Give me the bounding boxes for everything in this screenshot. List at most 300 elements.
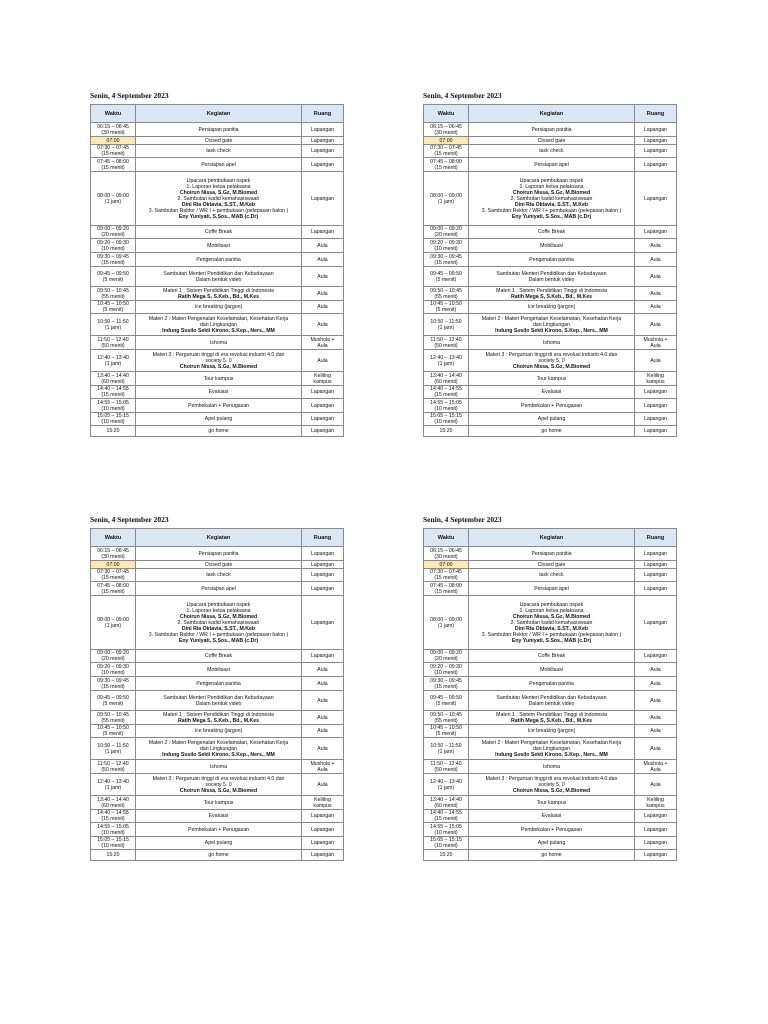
- time-text: 14:40 – 14:55: [430, 810, 462, 816]
- activity-cell: [469, 561, 635, 569]
- room-text: Lapangan: [310, 195, 335, 202]
- agenda-item: 3. Sambutan Rektor / WR I + pembukaan (pelepasan balon ): [481, 631, 622, 638]
- table-row: [424, 336, 677, 350]
- time-cell: [424, 336, 469, 350]
- room-cell: [635, 336, 677, 350]
- agenda-list: [470, 184, 633, 220]
- activity-cell: [469, 810, 635, 823]
- agenda-list: [137, 608, 300, 644]
- time-cell: [424, 413, 469, 426]
- activity-text: Pengenalan panitia: [529, 680, 574, 687]
- time-cell: [424, 123, 469, 137]
- room-cell: [302, 796, 344, 810]
- time-text: 15:20: [106, 428, 120, 434]
- header-waktu: Waktu: [424, 529, 469, 547]
- time-text: (15 menit): [434, 575, 458, 581]
- room-cell: [635, 253, 677, 267]
- time-text: (15 menit): [434, 588, 458, 595]
- speaker-name: Dini Ria Oktavia, S.ST., M.Keb: [181, 201, 256, 208]
- speaker-name: Dini Ria Oktavia, S.ST., M.Keb: [514, 201, 589, 208]
- room-text: Aula: [650, 666, 661, 673]
- time-cell: [424, 837, 469, 850]
- time-text: (10 menit): [434, 245, 458, 252]
- time-text: (1 jam): [104, 360, 122, 367]
- time-cell: [424, 561, 469, 569]
- activity-text: dan Lingkungan: [533, 745, 570, 752]
- room-text: Aula: [317, 745, 328, 752]
- time-text: (50 menit): [434, 342, 458, 349]
- room-cell: [302, 810, 344, 823]
- room-text: Lapangan: [643, 585, 668, 592]
- time-text: (5 menit): [102, 700, 124, 707]
- agenda-item: 2. Sambutan kadid kemahasiswaan: [177, 619, 260, 626]
- activity-text: Ice breaking (jargon): [194, 304, 243, 310]
- table-row: [91, 158, 344, 172]
- time-text: (30 menit): [101, 129, 125, 136]
- activity-cell: [136, 239, 302, 253]
- time-text: 15:05 – 15:15: [97, 413, 129, 419]
- activity-cell: [469, 760, 635, 774]
- schedule-title: Senin, 4 September 2023: [90, 91, 169, 100]
- activity-text: Evaluasi: [541, 813, 562, 819]
- time-text: (15 menit): [434, 392, 458, 398]
- activity-text: Materi 2 : Materi Pengenalan Keselamatan, Kesehatan Kerja: [148, 739, 289, 746]
- activity-cell: [469, 426, 635, 437]
- time-text: (60 menit): [434, 378, 458, 385]
- activity-cell: [136, 301, 302, 314]
- table-row: [424, 569, 677, 582]
- header-ruang: Ruang: [635, 529, 677, 547]
- room-text: Lapangan: [310, 402, 335, 409]
- activity-cell: [136, 561, 302, 569]
- activity-text: Apel pulang: [537, 840, 566, 846]
- time-cell: [91, 569, 136, 582]
- room-text: Keliling: [314, 796, 331, 803]
- time-text: 07:45 – 08:00: [430, 158, 462, 165]
- table-row: [91, 760, 344, 774]
- room-cell: [635, 837, 677, 850]
- table-row: [91, 372, 344, 386]
- room-cell: [635, 145, 677, 158]
- room-text: Lapangan: [310, 653, 335, 659]
- time-text: 09:20 – 09:30: [430, 663, 462, 670]
- room-text: Lapangan: [643, 428, 668, 434]
- room-text: Lapangan: [310, 229, 335, 235]
- time-text: 06:15 – 06:45: [97, 547, 129, 554]
- activity-text: go home: [541, 428, 562, 434]
- agenda-list: [470, 608, 633, 644]
- room-cell: [635, 725, 677, 738]
- activity-cell: [136, 850, 302, 861]
- room-cell: [302, 663, 344, 677]
- room-text: Lapangan: [310, 619, 335, 626]
- time-text: 09:50 – 10:45: [430, 711, 462, 718]
- time-text: (1 jam): [437, 622, 455, 629]
- room-text: Lapangan: [643, 653, 668, 659]
- table-row: [424, 350, 677, 372]
- activity-cell: [469, 145, 635, 158]
- time-text: (55 menit): [101, 293, 125, 300]
- schedule-panel-bottom-right: [423, 515, 676, 861]
- activity-cell: [469, 569, 635, 582]
- room-cell: [635, 137, 677, 145]
- time-text: (15 menit): [101, 164, 125, 171]
- activity-cell: [469, 596, 635, 650]
- speaker-name: Ratih Mega S, S.Keb., Bd., M.Kes: [178, 717, 259, 724]
- activity-text: Tour kampus: [536, 799, 567, 806]
- time-cell: [91, 350, 136, 372]
- speaker-name: Ratih Mega S, S.Keb., Bd., M.Kes: [511, 717, 592, 724]
- room-cell: [635, 691, 677, 711]
- room-cell: [302, 691, 344, 711]
- time-cell: [91, 314, 136, 336]
- table-header-row: [91, 529, 344, 547]
- table-row: [424, 172, 677, 226]
- room-text: Aula: [317, 321, 328, 328]
- activity-cell: [469, 372, 635, 386]
- room-cell: [635, 239, 677, 253]
- room-text: Lapangan: [643, 402, 668, 409]
- activity-text: society 5. 0: [205, 357, 232, 364]
- time-text: (50 menit): [101, 766, 125, 773]
- activity-cell: [136, 158, 302, 172]
- table-row: [424, 413, 677, 426]
- speaker-name: Indung Susilo Sekti Kirono, S.Kep., Ners., MM: [162, 751, 275, 758]
- activity-text: Materi 2 : Materi Pengenalan Keselamatan, Kesehatan Kerja: [481, 315, 622, 322]
- activity-cell: [469, 823, 635, 837]
- table-row: [424, 823, 677, 837]
- table-row: [424, 796, 677, 810]
- speaker-name: Choirun Nissa, S.Gz, M.Biomed: [179, 363, 258, 370]
- time-text: 15:05 – 15:15: [430, 413, 462, 419]
- time-text: 07:45 – 08:00: [97, 582, 129, 589]
- activity-cell: [136, 137, 302, 145]
- room-text: Aula: [317, 256, 328, 263]
- room-text: Lapangan: [310, 852, 335, 858]
- time-text: (1 jam): [104, 748, 122, 755]
- activity-cell: [469, 677, 635, 691]
- activity-text: Materi 1 : Sistem Pendidikan Tinggi di Indonesia: [163, 711, 274, 718]
- room-cell: [635, 372, 677, 386]
- activity-cell: [136, 691, 302, 711]
- time-text: (50 menit): [434, 766, 458, 773]
- room-cell: [302, 582, 344, 596]
- table-row: [424, 145, 677, 158]
- room-cell: [635, 172, 677, 226]
- room-text: Aula: [650, 290, 661, 297]
- activity-cell: [469, 663, 635, 677]
- table-row: [424, 314, 677, 336]
- time-cell: [91, 663, 136, 677]
- time-text: (5 menit): [435, 700, 457, 707]
- activity-text: Upacara pembukaan ospek: [519, 177, 584, 184]
- time-text: 10:50 – 11:50: [430, 318, 462, 325]
- table-row: [424, 837, 677, 850]
- table-row: [91, 123, 344, 137]
- room-cell: [635, 796, 677, 810]
- time-text: 07:00: [106, 137, 120, 144]
- table-row: [424, 677, 677, 691]
- room-text: Mushola +: [643, 336, 668, 343]
- activity-cell: [469, 301, 635, 314]
- room-cell: [302, 569, 344, 582]
- table-row: [91, 561, 344, 569]
- time-text: 07:30 – 07:45: [430, 569, 462, 575]
- activity-cell: [469, 837, 635, 850]
- table-row: [91, 650, 344, 663]
- time-text: 09:30 – 09:45: [97, 253, 129, 260]
- room-text: Aula: [317, 781, 328, 788]
- agenda-item: 3. Sambutan Rektor / WR I + pembukaan (pelepasan balon ): [481, 207, 622, 214]
- time-text: (55 menit): [101, 717, 125, 724]
- time-cell: [424, 547, 469, 561]
- time-text: 11:50 – 12:40: [430, 336, 462, 343]
- activity-cell: [136, 823, 302, 837]
- room-text: Aula: [650, 256, 661, 263]
- time-text: 09:20 – 09:30: [430, 239, 462, 246]
- room-cell: [635, 774, 677, 796]
- time-cell: [91, 823, 136, 837]
- time-text: (5 menit): [102, 731, 124, 737]
- room-cell: [302, 426, 344, 437]
- time-cell: [91, 596, 136, 650]
- time-cell: [424, 314, 469, 336]
- time-text: 09:30 – 09:45: [97, 677, 129, 684]
- room-cell: [635, 823, 677, 837]
- activity-cell: [136, 711, 302, 725]
- time-text: 09:00 – 09:20: [430, 226, 462, 232]
- room-text: Lapangan: [310, 126, 335, 133]
- time-text: 14:55 – 15:05: [97, 399, 129, 406]
- room-cell: [635, 226, 677, 239]
- table-header-row: [424, 105, 677, 123]
- time-text: 08:00 – 09:00: [97, 616, 129, 623]
- activity-text: Ice breaking (jargon): [527, 304, 576, 310]
- time-text: (15 menit): [101, 575, 125, 581]
- activity-cell: [136, 596, 302, 650]
- time-text: (10 menit): [434, 419, 458, 425]
- room-text: Aula: [650, 728, 661, 734]
- time-text: 07:45 – 08:00: [97, 158, 129, 165]
- schedule-table: [423, 528, 677, 861]
- table-row: [91, 386, 344, 399]
- room-text: Keliling: [647, 372, 664, 379]
- header-waktu: Waktu: [91, 105, 136, 123]
- activity-text: Materi 1 : Sistem Pendidikan Tinggi di Indonesia: [163, 287, 274, 294]
- table-row: [424, 426, 677, 437]
- activity-text: Dalam bentuk video: [528, 276, 575, 283]
- table-row: [91, 711, 344, 725]
- room-text: kampus: [313, 378, 332, 385]
- table-row: [91, 314, 344, 336]
- room-cell: [635, 738, 677, 760]
- time-text: 13:40 – 14:40: [430, 372, 462, 379]
- activity-text: Evaluasi: [208, 813, 229, 819]
- time-cell: [91, 287, 136, 301]
- activity-cell: [469, 547, 635, 561]
- table-row: [424, 691, 677, 711]
- table-row: [424, 253, 677, 267]
- room-cell: [635, 158, 677, 172]
- room-cell: [302, 725, 344, 738]
- agenda-item: 2. Sambutan kadid kemahasiswaan: [177, 195, 260, 202]
- time-cell: [91, 711, 136, 725]
- time-cell: [424, 569, 469, 582]
- room-cell: [302, 226, 344, 239]
- activity-text: task check: [206, 572, 231, 578]
- time-text: 07:30 – 07:45: [97, 569, 129, 575]
- table-row: [91, 774, 344, 796]
- time-cell: [91, 774, 136, 796]
- table-row: [91, 399, 344, 413]
- agenda-item: 2. Sambutan kadid kemahasiswaan: [510, 195, 593, 202]
- activity-text: Pembekalan + Penugasan: [521, 826, 582, 833]
- activity-cell: [136, 760, 302, 774]
- activity-text: Tour kampus: [536, 375, 567, 382]
- activity-text: Ishoma: [209, 763, 227, 770]
- header-waktu: Waktu: [91, 529, 136, 547]
- time-text: (30 menit): [101, 553, 125, 560]
- activity-cell: [136, 738, 302, 760]
- time-text: 06:15 – 06:45: [430, 547, 462, 554]
- room-cell: [302, 123, 344, 137]
- time-cell: [91, 239, 136, 253]
- header-kegiatan: Kegiatan: [469, 529, 635, 547]
- table-row: [424, 386, 677, 399]
- activity-text: Closed gate: [204, 137, 233, 144]
- room-cell: [302, 677, 344, 691]
- time-cell: [424, 738, 469, 760]
- table-row: [91, 145, 344, 158]
- activity-text: Persiapan panitia: [531, 126, 572, 133]
- time-text: 09:50 – 10:45: [97, 711, 129, 718]
- room-text: Lapangan: [310, 137, 335, 144]
- activity-text: Pembekalan + Penugasan: [188, 402, 249, 409]
- activity-text: Ice breaking (jargon): [194, 728, 243, 734]
- room-cell: [302, 336, 344, 350]
- activity-cell: [469, 386, 635, 399]
- room-cell: [302, 287, 344, 301]
- time-cell: [91, 267, 136, 287]
- room-cell: [302, 137, 344, 145]
- room-text: Mushola +: [310, 760, 335, 767]
- header-kegiatan: Kegiatan: [136, 105, 302, 123]
- time-cell: [424, 399, 469, 413]
- activity-cell: [469, 774, 635, 796]
- time-text: (30 menit): [434, 129, 458, 136]
- room-text: Lapangan: [310, 826, 335, 833]
- time-text: 10:50 – 11:50: [97, 742, 129, 749]
- room-cell: [635, 399, 677, 413]
- table-row: [424, 850, 677, 861]
- time-text: (10 menit): [434, 843, 458, 849]
- time-text: (10 menit): [101, 245, 125, 252]
- activity-text: Evaluasi: [208, 389, 229, 395]
- activity-text: Ishoma: [542, 339, 560, 346]
- table-row: [424, 372, 677, 386]
- activity-cell: [136, 582, 302, 596]
- activity-cell: [469, 226, 635, 239]
- time-text: (5 menit): [102, 276, 124, 283]
- time-text: 09:45 – 09:50: [97, 694, 129, 701]
- activity-cell: [136, 774, 302, 796]
- activity-cell: [136, 350, 302, 372]
- room-text: Aula: [650, 357, 661, 364]
- room-text: Lapangan: [643, 148, 668, 154]
- activity-cell: [136, 725, 302, 738]
- activity-cell: [136, 314, 302, 336]
- room-cell: [635, 663, 677, 677]
- activity-cell: [469, 123, 635, 137]
- room-text: Aula: [317, 342, 328, 349]
- activity-cell: [136, 145, 302, 158]
- agenda-item: 3. Sambutan Rektor / WR I + pembukaan (pelepasan balon ): [148, 631, 289, 638]
- activity-text: Pengenalan panitia: [196, 256, 241, 263]
- activity-cell: [469, 582, 635, 596]
- room-cell: [302, 738, 344, 760]
- room-text: kampus: [313, 802, 332, 809]
- time-text: (5 menit): [435, 731, 457, 737]
- activity-cell: [136, 569, 302, 582]
- speaker-name: Choirun Nissa, S.Gz, M.Biomed: [512, 787, 591, 794]
- activity-cell: [136, 663, 302, 677]
- time-cell: [91, 413, 136, 426]
- activity-text: Pengenalan panitia: [196, 680, 241, 687]
- room-text: Mushola +: [643, 760, 668, 767]
- time-text: (20 menit): [101, 656, 125, 662]
- room-cell: [302, 267, 344, 287]
- room-text: Lapangan: [310, 585, 335, 592]
- activity-text: Upacara pembukaan ospek: [186, 601, 251, 608]
- table-row: [91, 582, 344, 596]
- room-cell: [302, 596, 344, 650]
- time-text: (20 menit): [101, 232, 125, 238]
- agenda-item: 2. Sambutan kadid kemahasiswaan: [510, 619, 593, 626]
- speaker-name: Eny Yuniyati, S.Sos., MAB (c.Dr): [511, 213, 592, 220]
- room-text: Aula: [317, 728, 328, 734]
- room-text: Lapangan: [643, 550, 668, 557]
- activity-text: Dalam bentuk video: [195, 700, 242, 707]
- activity-text: Ishoma: [209, 339, 227, 346]
- time-text: 14:40 – 14:55: [97, 386, 129, 392]
- table-row: [91, 426, 344, 437]
- time-cell: [424, 677, 469, 691]
- activity-text: Apel pulang: [204, 840, 233, 846]
- activity-text: Upacara pembukaan ospek: [186, 177, 251, 184]
- time-text: 07:00: [439, 561, 453, 568]
- room-cell: [635, 287, 677, 301]
- time-text: (15 menit): [101, 683, 125, 690]
- activity-cell: [136, 796, 302, 810]
- time-cell: [424, 823, 469, 837]
- activity-text: Materi 1 : Sistem Pendidikan Tinggi di Indonesia: [496, 287, 607, 294]
- time-text: 11:50 – 12:40: [97, 336, 129, 343]
- activity-cell: [136, 650, 302, 663]
- time-text: 09:00 – 09:20: [97, 650, 129, 656]
- time-text: 09:00 – 09:20: [430, 650, 462, 656]
- activity-cell: [136, 386, 302, 399]
- room-cell: [302, 253, 344, 267]
- schedule-title: Senin, 4 September 2023: [423, 515, 502, 524]
- time-text: (10 menit): [101, 405, 125, 412]
- time-cell: [424, 239, 469, 253]
- room-cell: [635, 569, 677, 582]
- header-ruang: Ruang: [302, 529, 344, 547]
- room-text: Lapangan: [310, 561, 335, 568]
- time-text: 10:50 – 11:50: [430, 742, 462, 749]
- time-text: (5 menit): [102, 307, 124, 313]
- schedule-title: Senin, 4 September 2023: [423, 91, 502, 100]
